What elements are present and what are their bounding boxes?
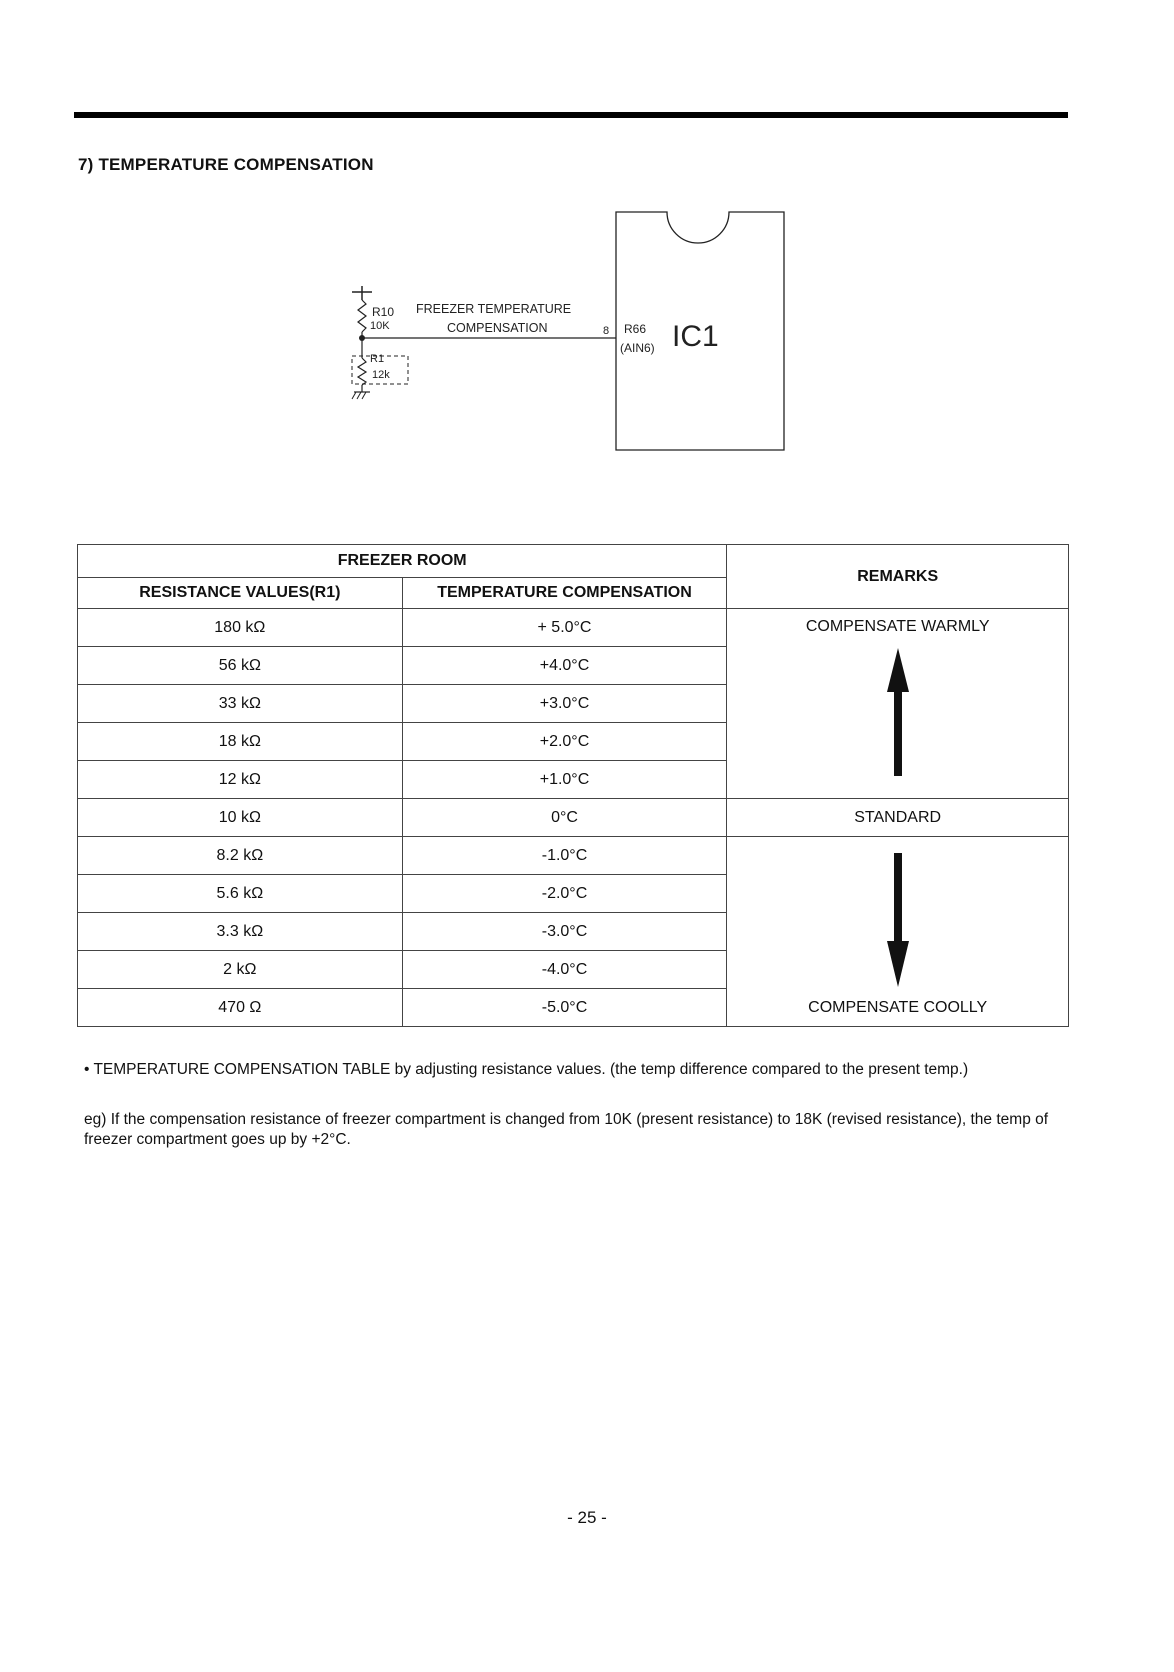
temperature-cell: -4.0°C	[402, 951, 727, 989]
resistance-cell: 3.3 kΩ	[78, 913, 403, 951]
ground-symbol	[352, 392, 370, 399]
resistance-cell: 470 Ω	[78, 989, 403, 1027]
pin-alt-name: (AIN6)	[620, 341, 655, 355]
table-row	[78, 799, 1069, 837]
temperature-cell: 0°C	[402, 799, 727, 837]
compensation-table	[77, 544, 1069, 1027]
resistance-cell: 8.2 kΩ	[78, 837, 403, 875]
remark-cool-text: COMPENSATE COOLLY	[808, 999, 988, 1016]
section-title: 7) TEMPERATURE COMPENSATION	[78, 155, 374, 174]
pin-number: 8	[603, 325, 610, 337]
remarks-header: REMARKS	[727, 545, 1069, 609]
ic1-label: IC1	[672, 320, 719, 353]
remark-warm-text: COMPENSATE WARMLY	[805, 618, 990, 635]
signal-label-line2: COMPENSATION	[447, 321, 548, 335]
temperature-cell: +4.0°C	[402, 647, 727, 685]
r1-value: 12k	[372, 369, 390, 381]
temperature-cell: -1.0°C	[402, 837, 727, 875]
r10-value: 10K	[370, 320, 390, 332]
resistance-cell: 18 kΩ	[78, 723, 403, 761]
page-number: - 25 -	[567, 1508, 607, 1527]
resistance-cell: 33 kΩ	[78, 685, 403, 723]
note-compensation-table: • TEMPERATURE COMPENSATION TABLE by adjusting resistance values. (the temp difference compared to the present temp.)	[84, 1061, 969, 1078]
temperature-cell: +2.0°C	[402, 723, 727, 761]
remark-cool-cell	[727, 837, 1069, 1027]
resistance-header: RESISTANCE VALUES(R1)	[78, 578, 403, 609]
r10-label: R10	[372, 305, 395, 319]
temperature-cell: +3.0°C	[402, 685, 727, 723]
signal-label-line1: FREEZER TEMPERATURE	[416, 302, 572, 316]
group-header: FREEZER ROOM	[78, 545, 727, 578]
note-example: eg) If the compensation resistance of freezer compartment is changed from 10K (present resistance) to 18K (revised resistance), the temp of freezer compartment goes up by +2°C.	[84, 1111, 1049, 1148]
arrow-up-icon	[883, 648, 913, 778]
temperature-header: TEMPERATURE COMPENSATION	[402, 578, 727, 609]
temperature-cell: -5.0°C	[402, 989, 727, 1027]
temperature-cell: -3.0°C	[402, 913, 727, 951]
remark-standard: STANDARD	[727, 799, 1069, 837]
arrow-down-icon	[883, 853, 913, 989]
table-row	[78, 837, 1069, 875]
temperature-cell: +1.0°C	[402, 761, 727, 799]
r1-resistor	[358, 358, 366, 385]
resistance-cell: 180 kΩ	[78, 609, 403, 647]
circuit-schematic	[0, 0, 1174, 500]
resistance-cell: 56 kΩ	[78, 647, 403, 685]
resistance-cell: 5.6 kΩ	[78, 875, 403, 913]
resistance-cell: 12 kΩ	[78, 761, 403, 799]
resistance-cell: 10 kΩ	[78, 799, 403, 837]
table-row	[78, 609, 1069, 647]
pin-name: R66	[624, 322, 647, 336]
temperature-cell: -2.0°C	[402, 875, 727, 913]
resistance-cell: 2 kΩ	[78, 951, 403, 989]
remark-warm-cell	[727, 609, 1069, 799]
r1-label: R1	[370, 353, 385, 365]
temperature-cell: + 5.0°C	[402, 609, 727, 647]
r10-resistor	[358, 300, 366, 332]
